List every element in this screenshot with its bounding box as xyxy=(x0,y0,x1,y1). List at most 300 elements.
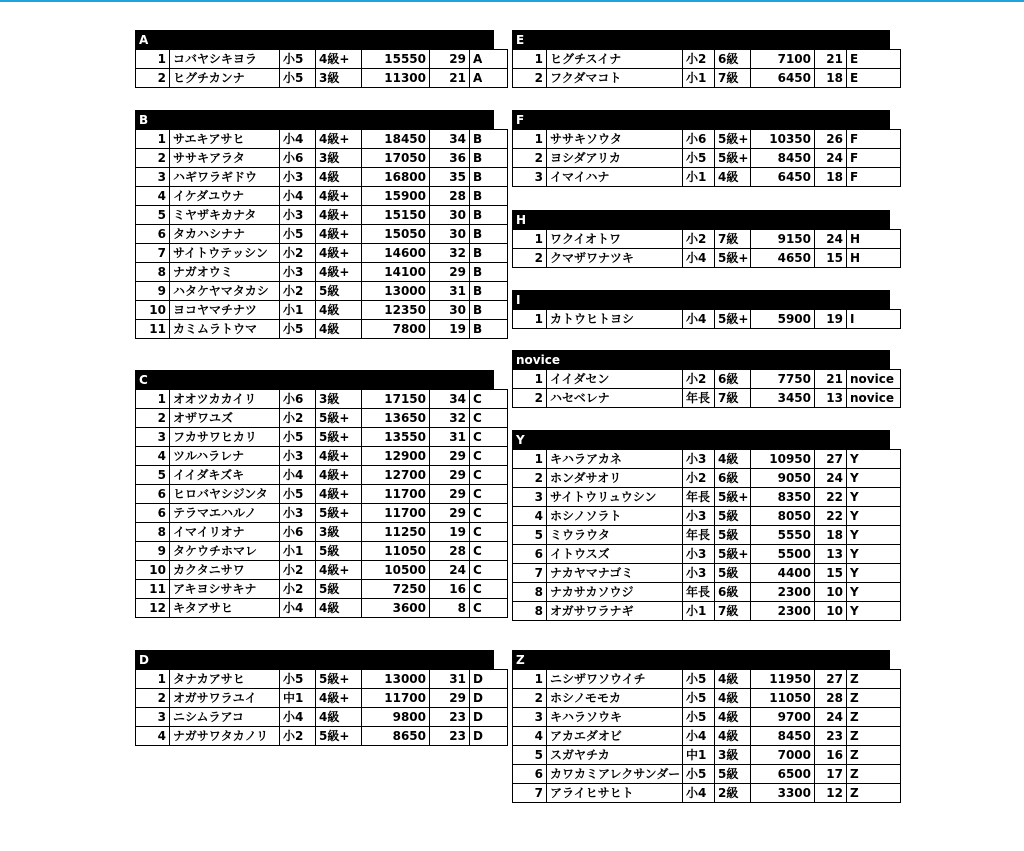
grade-cell: 年長 xyxy=(683,488,715,507)
group-header: D xyxy=(135,650,494,669)
points-cell: 29 xyxy=(430,263,470,282)
level-cell: 4級 xyxy=(715,708,751,727)
points-cell: 23 xyxy=(430,727,470,746)
group-cell: I xyxy=(847,310,901,329)
group-cell: C xyxy=(470,599,508,618)
name-cell: ナカサカソウジ xyxy=(547,583,683,602)
score-cell: 11300 xyxy=(362,69,430,88)
level-cell: 4級 xyxy=(316,168,362,187)
level-cell: 4級+ xyxy=(316,561,362,580)
rank-cell: 11 xyxy=(136,320,170,339)
group-header: H xyxy=(512,210,890,229)
points-cell: 32 xyxy=(430,409,470,428)
grade-cell: 小2 xyxy=(280,727,316,746)
level-cell: 5級 xyxy=(316,580,362,599)
table-row xyxy=(513,727,901,746)
group-cell: C xyxy=(470,504,508,523)
level-cell: 5級+ xyxy=(316,428,362,447)
points-cell: 29 xyxy=(430,485,470,504)
group-cell: C xyxy=(470,561,508,580)
table-row xyxy=(136,485,508,504)
score-cell: 11050 xyxy=(751,689,815,708)
grade-cell: 小1 xyxy=(683,69,715,88)
group-cell: B xyxy=(470,320,508,339)
name-cell: ミヤザキカナタ xyxy=(170,206,280,225)
group-cell: C xyxy=(470,390,508,409)
points-cell: 29 xyxy=(430,689,470,708)
ranking-table xyxy=(512,669,901,803)
name-cell: カトウヒトヨシ xyxy=(547,310,683,329)
score-cell: 7100 xyxy=(751,50,815,69)
ranking-table xyxy=(512,129,901,187)
grade-cell: 小6 xyxy=(683,130,715,149)
score-cell: 11950 xyxy=(751,670,815,689)
level-cell: 4級+ xyxy=(316,225,362,244)
ranking-table xyxy=(512,49,901,88)
table-row xyxy=(513,765,901,784)
group-header: Z xyxy=(512,650,890,669)
table-row xyxy=(136,466,508,485)
grade-cell: 小1 xyxy=(683,168,715,187)
score-cell: 14600 xyxy=(362,244,430,263)
group-cell: B xyxy=(470,168,508,187)
level-cell: 4級+ xyxy=(316,244,362,263)
group-cell: D xyxy=(470,708,508,727)
score-cell: 3600 xyxy=(362,599,430,618)
score-cell: 8650 xyxy=(362,727,430,746)
group-cell: B xyxy=(470,187,508,206)
grade-cell: 小6 xyxy=(280,149,316,168)
score-cell: 9150 xyxy=(751,230,815,249)
rank-cell: 1 xyxy=(513,670,547,689)
grade-cell: 小3 xyxy=(280,168,316,187)
grade-cell: 小5 xyxy=(683,670,715,689)
score-cell: 10950 xyxy=(751,450,815,469)
level-cell: 7級 xyxy=(715,602,751,621)
rank-cell: 6 xyxy=(136,504,170,523)
points-cell: 23 xyxy=(815,727,847,746)
name-cell: ヒロバヤシジンタ xyxy=(170,485,280,504)
score-cell: 12900 xyxy=(362,447,430,466)
grade-cell: 小2 xyxy=(280,580,316,599)
rank-cell: 2 xyxy=(513,249,547,268)
group-cell: Z xyxy=(847,670,901,689)
points-cell: 16 xyxy=(430,580,470,599)
rank-cell: 5 xyxy=(513,746,547,765)
level-cell: 4級 xyxy=(316,599,362,618)
points-cell: 19 xyxy=(430,523,470,542)
score-cell: 5900 xyxy=(751,310,815,329)
grade-cell: 小5 xyxy=(280,428,316,447)
group-cell: B xyxy=(470,263,508,282)
grade-cell: 小2 xyxy=(683,370,715,389)
grade-cell: 小4 xyxy=(280,466,316,485)
group-table xyxy=(512,350,894,408)
grade-cell: 小5 xyxy=(683,689,715,708)
name-cell: イケダユウナ xyxy=(170,187,280,206)
level-cell: 5級+ xyxy=(715,149,751,168)
points-cell: 32 xyxy=(430,244,470,263)
name-cell: ハタケヤマタカシ xyxy=(170,282,280,301)
points-cell: 24 xyxy=(815,149,847,168)
rank-cell: 9 xyxy=(136,542,170,561)
table-row xyxy=(136,50,508,69)
table-row xyxy=(513,708,901,727)
points-cell: 29 xyxy=(430,50,470,69)
points-cell: 29 xyxy=(430,504,470,523)
rank-cell: 1 xyxy=(136,390,170,409)
group-cell: A xyxy=(470,50,508,69)
grade-cell: 小5 xyxy=(280,320,316,339)
level-cell: 5級+ xyxy=(715,130,751,149)
rank-cell: 1 xyxy=(513,370,547,389)
table-row xyxy=(136,301,508,320)
name-cell: アライヒサヒト xyxy=(547,784,683,803)
table-row xyxy=(136,708,508,727)
grade-cell: 小3 xyxy=(280,263,316,282)
grade-cell: 小2 xyxy=(280,282,316,301)
grade-cell: 小3 xyxy=(683,450,715,469)
ranking-table xyxy=(135,669,508,746)
rank-cell: 4 xyxy=(136,727,170,746)
table-row xyxy=(513,69,901,88)
grade-cell: 小2 xyxy=(683,469,715,488)
group-cell: Z xyxy=(847,708,901,727)
group-cell: H xyxy=(847,230,901,249)
group-table xyxy=(135,650,494,746)
level-cell: 4級 xyxy=(715,670,751,689)
name-cell: ワクイオトワ xyxy=(547,230,683,249)
group-table xyxy=(512,430,890,621)
score-cell: 7800 xyxy=(362,320,430,339)
ranking-table xyxy=(135,49,508,88)
group-cell: Z xyxy=(847,689,901,708)
level-cell: 5級+ xyxy=(316,727,362,746)
rank-cell: 3 xyxy=(136,428,170,447)
score-cell: 17050 xyxy=(362,149,430,168)
grade-cell: 年長 xyxy=(683,389,715,408)
name-cell: カワカミアレクサンダー xyxy=(547,765,683,784)
group-cell: Y xyxy=(847,583,901,602)
score-cell: 11700 xyxy=(362,504,430,523)
grade-cell: 小4 xyxy=(683,249,715,268)
table-row xyxy=(136,504,508,523)
name-cell: ヨシダアリカ xyxy=(547,149,683,168)
level-cell: 3級 xyxy=(715,746,751,765)
points-cell: 22 xyxy=(815,488,847,507)
level-cell: 4級+ xyxy=(316,263,362,282)
points-cell: 24 xyxy=(815,230,847,249)
group-cell: C xyxy=(470,447,508,466)
points-cell: 16 xyxy=(815,746,847,765)
grade-cell: 小5 xyxy=(280,50,316,69)
group-header: C xyxy=(135,370,494,389)
group-cell: B xyxy=(470,244,508,263)
rank-cell: 1 xyxy=(513,310,547,329)
points-cell: 18 xyxy=(815,526,847,545)
rank-cell: 6 xyxy=(513,765,547,784)
rank-cell: 3 xyxy=(513,708,547,727)
table-row xyxy=(136,561,508,580)
score-cell: 8350 xyxy=(751,488,815,507)
level-cell: 4級 xyxy=(715,727,751,746)
group-cell: C xyxy=(470,466,508,485)
table-row xyxy=(136,263,508,282)
table-row xyxy=(513,670,901,689)
grade-cell: 小3 xyxy=(280,504,316,523)
level-cell: 5級+ xyxy=(316,670,362,689)
table-row xyxy=(136,244,508,263)
points-cell: 30 xyxy=(430,225,470,244)
rank-cell: 1 xyxy=(136,670,170,689)
grade-cell: 年長 xyxy=(683,583,715,602)
points-cell: 17 xyxy=(815,765,847,784)
table-row xyxy=(136,130,508,149)
table-row xyxy=(136,689,508,708)
level-cell: 3級 xyxy=(316,523,362,542)
name-cell: ヨコヤマチナツ xyxy=(170,301,280,320)
score-cell: 7000 xyxy=(751,746,815,765)
name-cell: キタアサヒ xyxy=(170,599,280,618)
level-cell: 4級+ xyxy=(316,130,362,149)
table-row xyxy=(513,564,901,583)
group-cell: Z xyxy=(847,746,901,765)
group-table xyxy=(135,110,494,339)
rank-cell: 6 xyxy=(136,225,170,244)
points-cell: 28 xyxy=(430,187,470,206)
name-cell: ホシノソラト xyxy=(547,507,683,526)
table-row xyxy=(136,149,508,168)
score-cell: 13550 xyxy=(362,428,430,447)
points-cell: 26 xyxy=(815,130,847,149)
rank-cell: 2 xyxy=(136,409,170,428)
group-cell: Y xyxy=(847,564,901,583)
score-cell: 3450 xyxy=(751,389,815,408)
rank-cell: 3 xyxy=(513,168,547,187)
points-cell: 29 xyxy=(430,466,470,485)
grade-cell: 小3 xyxy=(280,206,316,225)
score-cell: 15900 xyxy=(362,187,430,206)
points-cell: 15 xyxy=(815,564,847,583)
table-row xyxy=(513,583,901,602)
grade-cell: 年長 xyxy=(683,526,715,545)
table-row xyxy=(136,670,508,689)
group-header: E xyxy=(512,30,890,49)
name-cell: オガサワラユイ xyxy=(170,689,280,708)
group-cell: C xyxy=(470,542,508,561)
rank-cell: 4 xyxy=(136,447,170,466)
score-cell: 7750 xyxy=(751,370,815,389)
points-cell: 13 xyxy=(815,389,847,408)
name-cell: ササキソウタ xyxy=(547,130,683,149)
name-cell: イマイハナ xyxy=(547,168,683,187)
rank-cell: 4 xyxy=(136,187,170,206)
level-cell: 4級 xyxy=(316,301,362,320)
name-cell: コバヤシキヨラ xyxy=(170,50,280,69)
score-cell: 11700 xyxy=(362,485,430,504)
points-cell: 28 xyxy=(430,542,470,561)
points-cell: 31 xyxy=(430,428,470,447)
score-cell: 16800 xyxy=(362,168,430,187)
name-cell: キハラアカネ xyxy=(547,450,683,469)
rank-cell: 9 xyxy=(136,282,170,301)
points-cell: 21 xyxy=(815,50,847,69)
group-cell: F xyxy=(847,149,901,168)
score-cell: 10500 xyxy=(362,561,430,580)
table-row xyxy=(136,447,508,466)
grade-cell: 小5 xyxy=(683,765,715,784)
score-cell: 4400 xyxy=(751,564,815,583)
group-cell: Y xyxy=(847,507,901,526)
group-cell: B xyxy=(470,206,508,225)
group-cell: Z xyxy=(847,765,901,784)
rank-cell: 1 xyxy=(136,50,170,69)
name-cell: サイトウテッシン xyxy=(170,244,280,263)
table-row xyxy=(136,523,508,542)
table-row xyxy=(513,450,901,469)
rank-cell: 8 xyxy=(513,583,547,602)
ranking-table xyxy=(512,229,901,268)
group-table xyxy=(135,370,494,618)
rank-cell: 2 xyxy=(513,689,547,708)
table-row xyxy=(513,602,901,621)
score-cell: 6500 xyxy=(751,765,815,784)
points-cell: 13 xyxy=(815,545,847,564)
group-cell: H xyxy=(847,249,901,268)
group-cell: Z xyxy=(847,784,901,803)
rank-cell: 10 xyxy=(136,561,170,580)
points-cell: 18 xyxy=(815,69,847,88)
table-row xyxy=(513,310,901,329)
table-row xyxy=(136,727,508,746)
level-cell: 4級 xyxy=(715,450,751,469)
name-cell: カクタニサワ xyxy=(170,561,280,580)
grade-cell: 小5 xyxy=(280,225,316,244)
table-row xyxy=(136,580,508,599)
rank-cell: 2 xyxy=(513,389,547,408)
score-cell: 18450 xyxy=(362,130,430,149)
points-cell: 35 xyxy=(430,168,470,187)
rank-cell: 3 xyxy=(136,168,170,187)
name-cell: ヒグチスイナ xyxy=(547,50,683,69)
rank-cell: 2 xyxy=(513,469,547,488)
grade-cell: 小1 xyxy=(280,301,316,320)
name-cell: スガヤチカ xyxy=(547,746,683,765)
table-row xyxy=(136,225,508,244)
rank-cell: 7 xyxy=(513,784,547,803)
table-row xyxy=(136,168,508,187)
rank-cell: 1 xyxy=(513,50,547,69)
name-cell: ニシザワソウイチ xyxy=(547,670,683,689)
table-row xyxy=(136,542,508,561)
score-cell: 6450 xyxy=(751,168,815,187)
points-cell: 31 xyxy=(430,282,470,301)
score-cell: 5500 xyxy=(751,545,815,564)
ranking-table xyxy=(512,369,901,408)
group-header: A xyxy=(135,30,494,49)
level-cell: 6級 xyxy=(715,469,751,488)
grade-cell: 小4 xyxy=(683,310,715,329)
name-cell: フカサワヒカリ xyxy=(170,428,280,447)
table-row xyxy=(513,507,901,526)
score-cell: 14100 xyxy=(362,263,430,282)
rank-cell: 1 xyxy=(513,230,547,249)
table-row xyxy=(136,409,508,428)
table-row xyxy=(513,526,901,545)
level-cell: 3級 xyxy=(316,149,362,168)
score-cell: 13000 xyxy=(362,282,430,301)
level-cell: 5級 xyxy=(316,542,362,561)
points-cell: 21 xyxy=(430,69,470,88)
grade-cell: 小2 xyxy=(683,50,715,69)
level-cell: 6級 xyxy=(715,50,751,69)
points-cell: 30 xyxy=(430,301,470,320)
points-cell: 24 xyxy=(815,708,847,727)
score-cell: 8450 xyxy=(751,149,815,168)
level-cell: 5級 xyxy=(715,507,751,526)
points-cell: 10 xyxy=(815,602,847,621)
group-cell: F xyxy=(847,130,901,149)
group-cell: B xyxy=(470,225,508,244)
table-row xyxy=(513,230,901,249)
level-cell: 5級+ xyxy=(316,504,362,523)
points-cell: 34 xyxy=(430,390,470,409)
level-cell: 4級+ xyxy=(316,689,362,708)
group-cell: novice xyxy=(847,389,901,408)
rank-cell: 5 xyxy=(513,526,547,545)
table-row xyxy=(136,599,508,618)
rank-cell: 1 xyxy=(513,450,547,469)
group-cell: C xyxy=(470,428,508,447)
rank-cell: 10 xyxy=(136,301,170,320)
score-cell: 2300 xyxy=(751,583,815,602)
grade-cell: 小4 xyxy=(280,599,316,618)
grade-cell: 小3 xyxy=(683,564,715,583)
level-cell: 5級+ xyxy=(715,545,751,564)
table-row xyxy=(136,282,508,301)
level-cell: 5級 xyxy=(316,282,362,301)
name-cell: ナカヤマナゴミ xyxy=(547,564,683,583)
level-cell: 4級+ xyxy=(316,485,362,504)
level-cell: 4級 xyxy=(316,708,362,727)
points-cell: 27 xyxy=(815,670,847,689)
points-cell: 21 xyxy=(815,370,847,389)
score-cell: 7250 xyxy=(362,580,430,599)
table-row xyxy=(136,428,508,447)
grade-cell: 小4 xyxy=(280,187,316,206)
level-cell: 4級+ xyxy=(316,50,362,69)
group-cell: B xyxy=(470,282,508,301)
score-cell: 11700 xyxy=(362,689,430,708)
rank-cell: 1 xyxy=(136,130,170,149)
grade-cell: 中1 xyxy=(683,746,715,765)
group-cell: D xyxy=(470,689,508,708)
group-cell: F xyxy=(847,168,901,187)
name-cell: オオツカカイリ xyxy=(170,390,280,409)
level-cell: 7級 xyxy=(715,230,751,249)
score-cell: 8450 xyxy=(751,727,815,746)
group-table xyxy=(512,210,890,268)
group-cell: Y xyxy=(847,469,901,488)
group-cell: E xyxy=(847,69,901,88)
points-cell: 15 xyxy=(815,249,847,268)
score-cell: 10350 xyxy=(751,130,815,149)
level-cell: 7級 xyxy=(715,389,751,408)
score-cell: 9050 xyxy=(751,469,815,488)
grade-cell: 小4 xyxy=(280,130,316,149)
rank-cell: 6 xyxy=(136,485,170,504)
score-cell: 3300 xyxy=(751,784,815,803)
